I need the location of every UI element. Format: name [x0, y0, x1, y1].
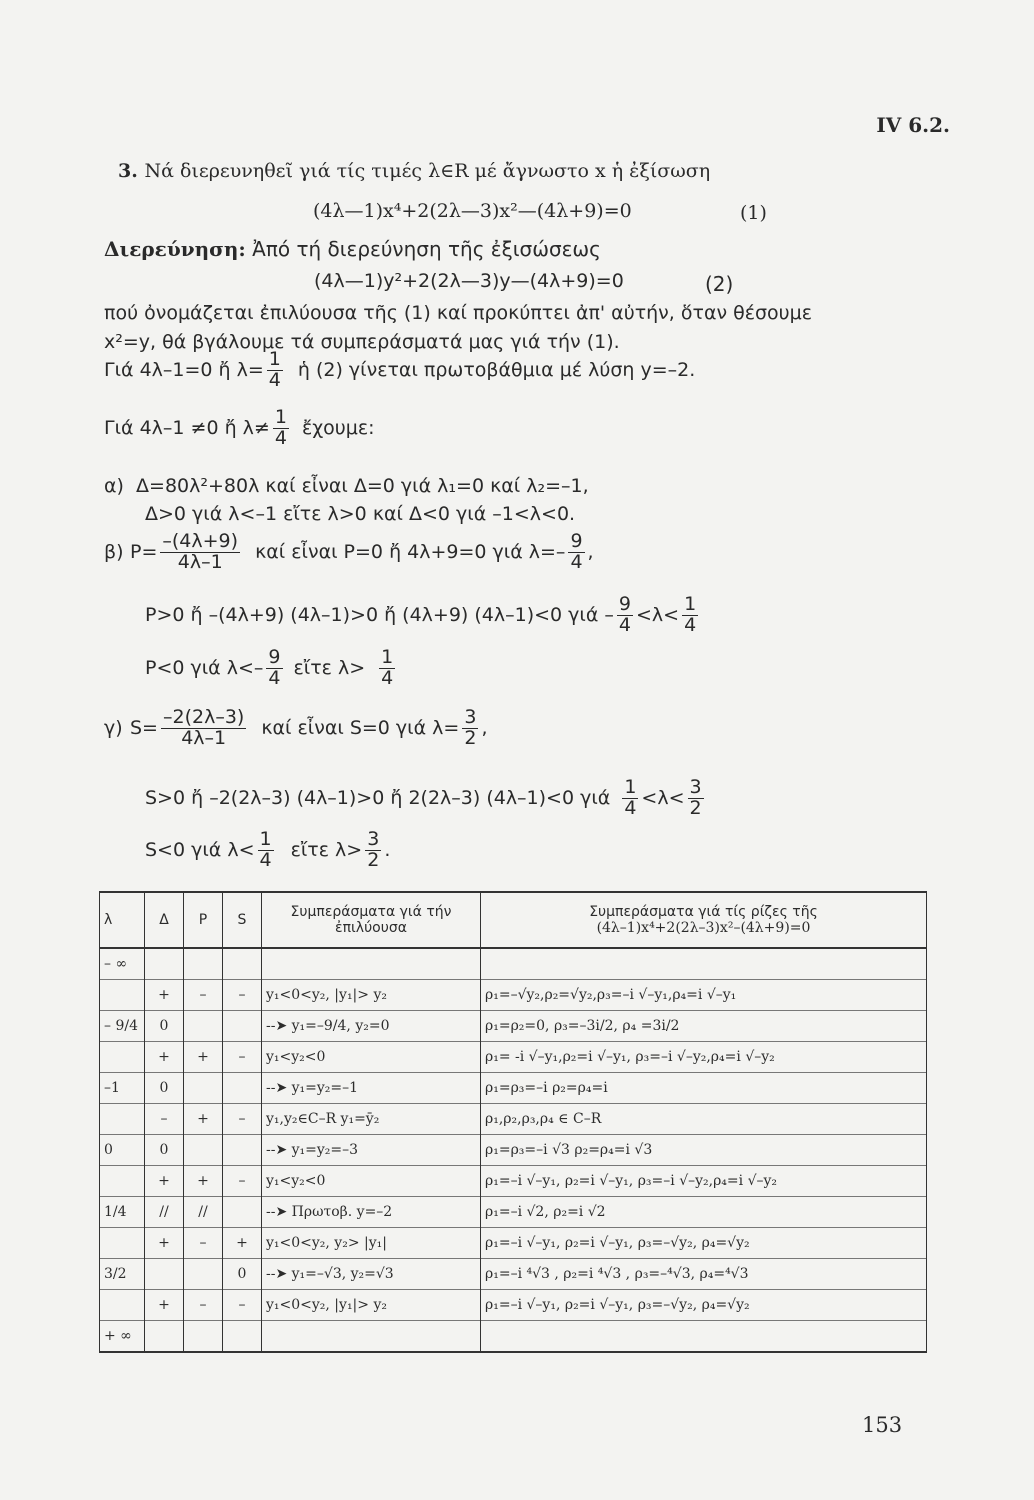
cell-p	[184, 1321, 223, 1353]
item-c-mid: καί εἶναι S=0 γιά λ=	[261, 717, 460, 740]
frac-den: 4	[259, 848, 272, 871]
cell-lambda: – 9/4	[100, 1011, 145, 1042]
cell-p: //	[184, 1197, 223, 1228]
equation-1-label: (1)	[740, 202, 767, 224]
cell-resolvent: --➤ Πρωτοβ. y=–2	[262, 1197, 481, 1228]
cell-roots: ρ₁=ρ₃=–i √3 ρ₂=ρ₄=i √3	[481, 1135, 927, 1166]
cell-resolvent: y₁<y₂<0	[262, 1166, 481, 1197]
problem-statement	[118, 160, 710, 182]
comma: ,	[481, 717, 488, 740]
cell-lambda: + ∞	[100, 1321, 145, 1353]
fraction-one-quarter-4	[379, 648, 395, 689]
frac-num: 1	[624, 776, 637, 798]
item-c-line1	[104, 708, 487, 749]
text-line-2: x²=y, θά βγάλουμε τά συμπεράσματά μας γιά τήν (1).	[104, 331, 620, 353]
page-number: 153	[862, 1413, 903, 1437]
cell-roots: ρ₁=–i √–y₁, ρ₂=i √–y₁, ρ₃=–√y₂, ρ₄=√y₂	[481, 1290, 927, 1321]
table-row	[100, 1104, 927, 1135]
cell-roots: ρ₁,ρ₂,ρ₃,ρ₄ ∈ C–R	[481, 1104, 927, 1135]
fraction-nine-quarters-2	[617, 595, 633, 636]
item-a-line2: Δ>0 γιά λ<–1 εἴτε λ>0 καί Δ<0 γιά –1<λ<0.	[145, 503, 576, 525]
fraction-p	[160, 532, 240, 573]
item-a-text1: Δ=80λ²+80λ καί εἶναι Δ=0 γιά λ₁=0 καί λ₂=–1,	[136, 475, 589, 497]
cell-s: –	[223, 1104, 262, 1135]
item-b-label: β)	[104, 541, 124, 564]
header-roots	[481, 892, 927, 948]
p-denominator: 4λ–1	[177, 550, 223, 573]
cell-roots: ρ₁=ρ₂=0, ρ₃=–3i/2, ρ₄ =3i/2	[481, 1011, 927, 1042]
cell-delta: +	[145, 1166, 184, 1197]
frac-den: 2	[689, 796, 702, 819]
header-s: S	[223, 892, 262, 948]
frac-num: 9	[570, 530, 583, 552]
frac-den: 4	[684, 613, 697, 636]
period: .	[384, 839, 391, 862]
table-row	[100, 948, 927, 980]
s-numerator: –2(2λ–3)	[162, 706, 245, 728]
frac-den: 4	[570, 550, 583, 573]
cell-delta	[145, 1321, 184, 1353]
cell-roots: ρ₁=–i √–y₁, ρ₂=i √–y₁, ρ₃=–√y₂, ρ₄=√y₂	[481, 1228, 927, 1259]
frac-den: 4	[268, 368, 281, 391]
cell-lambda: 0	[100, 1135, 145, 1166]
cell-roots: ρ₁=–i ⁴√3 , ρ₂=i ⁴√3 , ρ₃=–⁴√3, ρ₄=⁴√3	[481, 1259, 927, 1290]
cell-roots	[481, 948, 927, 980]
cell-delta	[145, 1259, 184, 1290]
fraction-nine-quarters	[568, 532, 584, 573]
table-row	[100, 1011, 927, 1042]
resolvent-equation: (4λ—1)y²+2(2λ—3)y—(4λ+9)=0	[314, 270, 624, 292]
frac-num: 1	[684, 593, 697, 615]
table-header-row	[100, 892, 927, 948]
item-c-line2	[145, 778, 707, 819]
cell-roots: ρ₁=ρ₃=–i ρ₂=ρ₄=i	[481, 1073, 927, 1104]
cell-p	[184, 1011, 223, 1042]
cell-s	[223, 1073, 262, 1104]
item-c-text3: S<0 γιά λ<	[145, 839, 255, 862]
fraction-three-halves-2	[688, 778, 704, 819]
cell-resolvent	[262, 1321, 481, 1353]
item-b-line1	[104, 532, 594, 573]
frac-den: 4	[381, 666, 394, 689]
item-a-label: α)	[104, 475, 124, 497]
header-p: P	[184, 892, 223, 948]
fraction-three-halves-3	[365, 830, 381, 871]
cell-p: +	[184, 1104, 223, 1135]
cell-resolvent: y₁<0<y₂, |y₁|> y₂	[262, 980, 481, 1011]
table-row	[100, 1135, 927, 1166]
cell-resolvent: y₁<y₂<0	[262, 1042, 481, 1073]
frac-num: 1	[381, 646, 394, 668]
item-b-mid: καί εἶναι P=0 ἤ 4λ+9=0 γιά λ=–	[255, 541, 566, 564]
p-symbol: P=	[130, 541, 158, 564]
frac-den: 4	[618, 613, 631, 636]
cell-lambda: 3/2	[100, 1259, 145, 1290]
frac-den: 4	[274, 426, 287, 449]
fraction-one-quarter-2	[273, 408, 289, 449]
cell-s: –	[223, 1042, 262, 1073]
table-row	[100, 1321, 927, 1353]
header-resolvent: Συμπεράσματα γιά τήν ἐπιλύουσα	[262, 892, 481, 948]
item-b-text3-mid: εἴτε λ>	[293, 657, 366, 680]
diereunisi-line	[104, 237, 601, 261]
cell-p	[184, 1073, 223, 1104]
s-denominator: 4λ–1	[181, 726, 227, 749]
lt-lambda-lt: <λ<	[636, 604, 680, 627]
fraction-one-quarter-3	[682, 595, 698, 636]
case1-post: ἡ (2) γίνεται πρωτοβάθμια μέ λύση y=–2.	[297, 359, 696, 382]
case2-post: ἔχουμε:	[301, 417, 375, 440]
cell-p: +	[184, 1042, 223, 1073]
item-c-label: γ)	[104, 717, 123, 740]
cell-resolvent: --➤ y₁=y₂=–3	[262, 1135, 481, 1166]
cell-p	[184, 1135, 223, 1166]
cell-resolvent: y₁<0<y₂, y₂> |y₁|	[262, 1228, 481, 1259]
cell-delta	[145, 948, 184, 980]
cell-delta: 0	[145, 1073, 184, 1104]
cell-roots: ρ₁= -i √–y₁,ρ₂=i √–y₁, ρ₃=–i √–y₂,ρ₄=i √–y₂	[481, 1042, 927, 1073]
table-row	[100, 1290, 927, 1321]
table-body	[100, 948, 927, 1352]
cell-delta: +	[145, 980, 184, 1011]
cell-s: 0	[223, 1259, 262, 1290]
cell-p	[184, 1259, 223, 1290]
item-b-text3: P<0 γιά λ<–	[145, 657, 264, 680]
s-symbol: S=	[130, 717, 158, 740]
cell-p: –	[184, 980, 223, 1011]
cell-resolvent: y₁<0<y₂, |y₁|> y₂	[262, 1290, 481, 1321]
cell-delta: +	[145, 1290, 184, 1321]
item-a-line1	[104, 475, 589, 497]
cell-s: –	[223, 980, 262, 1011]
case2-pre: Γιά 4λ–1 ≠0 ἤ λ≠	[104, 417, 270, 440]
table-row	[100, 980, 927, 1011]
cell-resolvent: --➤ y₁=–√3, y₂=√3	[262, 1259, 481, 1290]
item-b-line3	[145, 648, 398, 689]
fraction-s	[161, 708, 246, 749]
cell-delta: –	[145, 1104, 184, 1135]
item-b-text2: P>0 ἤ –(4λ+9) (4λ–1)>0 ἤ (4λ+9) (4λ–1)<0 γιά –	[145, 604, 614, 627]
cell-lambda	[100, 980, 145, 1011]
frac-num: 1	[274, 406, 287, 428]
frac-num: 3	[689, 776, 702, 798]
frac-den: 4	[624, 796, 637, 819]
text-line-1: πού ὀνομάζεται ἐπιλύουσα τῆς (1) καί προκύπτει ἀπ' αὐτήν, ὅταν θέσουμε	[104, 302, 813, 324]
case1-pre: Γιά 4λ–1=0 ἤ λ=	[104, 359, 264, 382]
summary-table	[99, 891, 927, 1353]
header-roots-title: Συμπεράσματα γιά τίς ρίζες τῆς	[589, 904, 818, 920]
table-row	[100, 1259, 927, 1290]
diereunisi-text: Ἀπό τή διερεύνηση τῆς ἐξισώσεως	[252, 237, 601, 261]
cell-lambda: – ∞	[100, 948, 145, 980]
cell-delta: +	[145, 1042, 184, 1073]
table-row	[100, 1228, 927, 1259]
cell-s	[223, 1321, 262, 1353]
cell-p	[184, 948, 223, 980]
cell-lambda: 1/4	[100, 1197, 145, 1228]
problem-text: Νά διερευνηθεῖ γιά τίς τιμές λ∈R μέ ἄγνωστο x ἡ ἐξίσωση	[144, 160, 711, 182]
cell-s	[223, 948, 262, 980]
cell-p: –	[184, 1290, 223, 1321]
cell-s	[223, 1197, 262, 1228]
cell-delta: 0	[145, 1135, 184, 1166]
cell-s	[223, 1011, 262, 1042]
frac-num: 9	[618, 593, 631, 615]
table-row	[100, 1166, 927, 1197]
item-c-text3-mid: εἴτε λ>	[290, 839, 363, 862]
frac-num: 9	[268, 646, 281, 668]
main-equation: (4λ—1)x⁴+2(2λ—3)x²—(4λ+9)=0	[313, 200, 632, 222]
cell-s	[223, 1135, 262, 1166]
cell-resolvent: y₁,y₂∈C–R y₁=ȳ₂	[262, 1104, 481, 1135]
cell-s: –	[223, 1290, 262, 1321]
cell-delta: +	[145, 1228, 184, 1259]
table-row	[100, 1197, 927, 1228]
frac-den: 4	[268, 666, 281, 689]
cell-roots: ρ₁=–√y₂,ρ₂=√y₂,ρ₃=–i √–y₁,ρ₄=i √–y₁	[481, 980, 927, 1011]
cell-s: +	[223, 1228, 262, 1259]
cell-lambda	[100, 1290, 145, 1321]
cell-resolvent	[262, 948, 481, 980]
equation-2-label: (2)	[705, 272, 734, 296]
cell-p: –	[184, 1228, 223, 1259]
cell-s: –	[223, 1166, 262, 1197]
frac-den: 2	[367, 848, 380, 871]
header-roots-equation: (4λ–1)x⁴+2(2λ–3)x²–(4λ+9)=0	[596, 920, 811, 936]
diereunisi-label: Διερεύνηση:	[104, 237, 246, 261]
header-delta: Δ	[145, 892, 184, 948]
problem-number: 3.	[118, 160, 138, 182]
item-b-line2	[145, 595, 701, 636]
lt-lambda-lt: <λ<	[641, 787, 685, 810]
cell-delta: 0	[145, 1011, 184, 1042]
section-number: IV 6.2.	[876, 113, 950, 137]
item-c-text2: S>0 ἤ –2(2λ–3) (4λ–1)>0 ἤ 2(2λ–3) (4λ–1)<0 γιά	[145, 787, 611, 810]
table-row	[100, 1042, 927, 1073]
p-numerator: –(4λ+9)	[162, 530, 239, 552]
frac-num: 3	[367, 828, 380, 850]
cell-lambda	[100, 1166, 145, 1197]
cell-roots	[481, 1321, 927, 1353]
cell-resolvent: --➤ y₁=y₂=–1	[262, 1073, 481, 1104]
fraction-three-halves	[462, 708, 478, 749]
item-c-line3	[145, 830, 390, 871]
table-row	[100, 1073, 927, 1104]
cell-delta: //	[145, 1197, 184, 1228]
cell-roots: ρ₁=–i √–y₁, ρ₂=i √–y₁, ρ₃=–i √–y₂,ρ₄=i √–y₂	[481, 1166, 927, 1197]
frac-num: 1	[259, 828, 272, 850]
fraction-nine-quarters-3	[266, 648, 282, 689]
fraction-one-quarter-5	[622, 778, 638, 819]
cell-lambda	[100, 1042, 145, 1073]
frac-den: 2	[464, 726, 477, 749]
frac-num: 1	[268, 348, 281, 370]
fraction-one-quarter	[267, 350, 283, 391]
header-lambda: λ	[100, 892, 145, 948]
fraction-one-quarter-6	[258, 830, 274, 871]
comma: ,	[587, 541, 594, 564]
cell-roots: ρ₁=–i √2, ρ₂=i √2	[481, 1197, 927, 1228]
cell-p: +	[184, 1166, 223, 1197]
frac-num: 3	[464, 706, 477, 728]
case-lambda-not-quarter	[104, 408, 375, 449]
cell-lambda: –1	[100, 1073, 145, 1104]
case-lambda-quarter	[104, 350, 695, 391]
cell-resolvent: --➤ y₁=–9/4, y₂=0	[262, 1011, 481, 1042]
cell-lambda	[100, 1228, 145, 1259]
cell-lambda	[100, 1104, 145, 1135]
